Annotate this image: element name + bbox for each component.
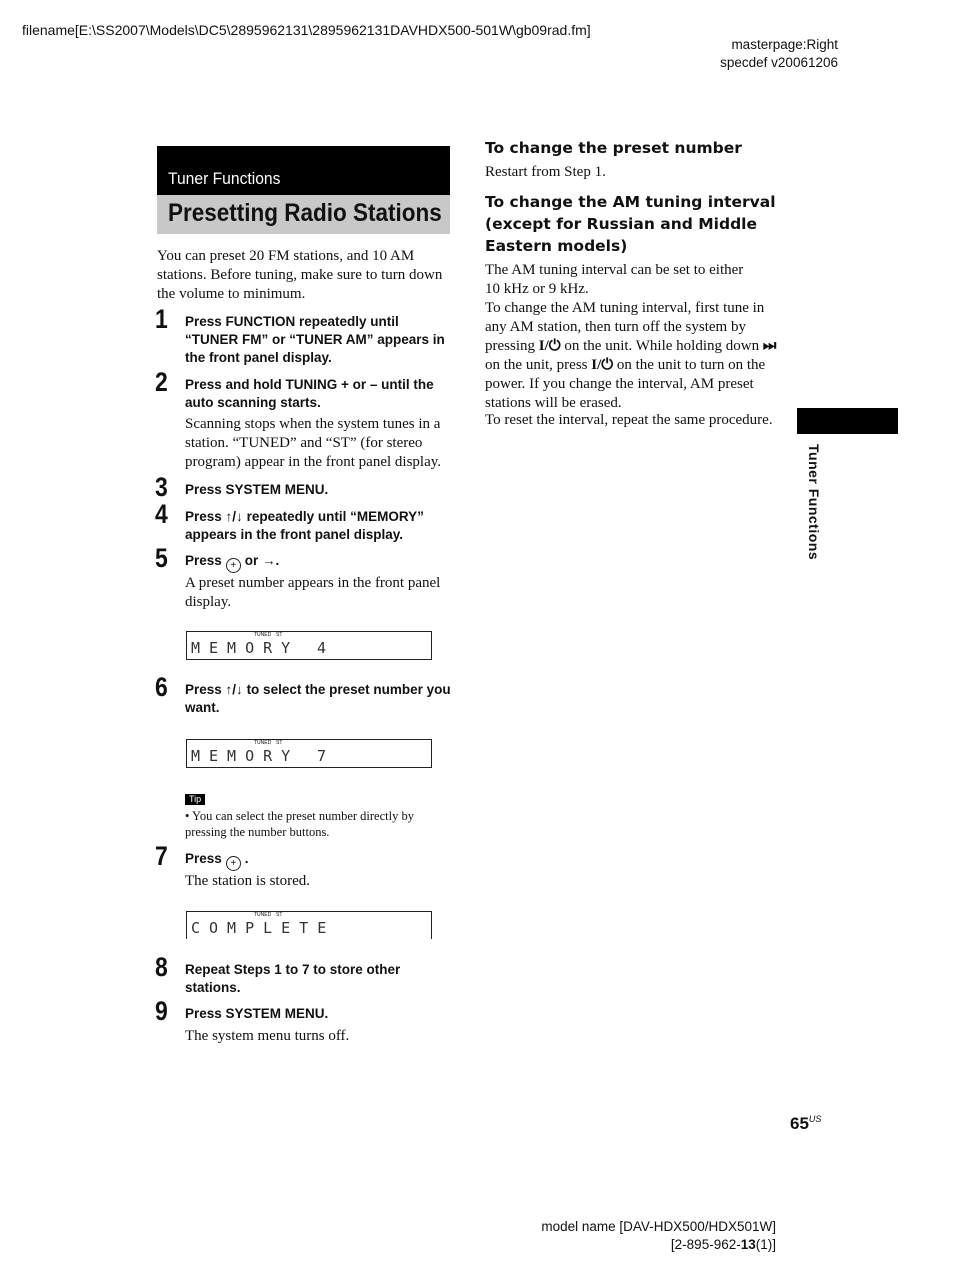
paragraph: To change the AM tuning interval, first tune in any AM station, then turn off the system by pressing I/⏻ on the unit. While holding down ⏭ on the unit, press I/⏻ on the unit to turn on the power. If you change the interval, AM preset stations will be erased. — [485, 300, 777, 411]
display-text: COMPLETE — [191, 919, 336, 937]
footer-model: model name [DAV-HDX500/HDX501W] — [541, 1219, 776, 1234]
front-panel-display — [186, 739, 432, 768]
power-icon: I/⏻ — [538, 338, 561, 354]
step-text: Repeat Steps 1 to 7 to store other stations. — [185, 962, 401, 995]
next-track-icon: ⏭ — [762, 338, 777, 354]
tuned-indicator: TUNED — [254, 740, 272, 746]
step-text: Press + . — [185, 851, 249, 869]
tuned-indicator: TUNED — [254, 632, 272, 638]
step-number: 1 — [155, 304, 168, 334]
front-panel-display — [186, 911, 432, 939]
step-description: The system menu turns off. — [185, 1028, 350, 1044]
subheading-preset-number: To change the preset number — [485, 139, 742, 157]
tuned-indicator: TUNED — [254, 912, 272, 918]
step-number: 2 — [155, 367, 168, 397]
step-description: A preset number appears in the front panel display. — [185, 575, 441, 610]
header-masterpage: masterpage:Right — [731, 37, 838, 52]
display-value: 7 — [317, 747, 336, 765]
step-text: Press SYSTEM MENU. — [185, 1006, 329, 1021]
step-text: Press ↑/↓ to select the preset number you want. — [185, 682, 451, 715]
step-text: Press FUNCTION repeatedly until “TUNER FM” or “TUNER AM” appears in the front panel display. — [185, 314, 445, 365]
step-number: 9 — [155, 996, 168, 1026]
st-indicator: ST — [276, 740, 283, 746]
paragraph: The AM tuning interval can be set to either 10 kHz or 9 kHz. — [485, 262, 744, 297]
step-text: Press and hold TUNING + or – until the auto scanning starts. — [185, 377, 434, 410]
step-number: 8 — [155, 952, 168, 982]
footer — [470, 1218, 776, 1254]
paragraph: Restart from Step 1. — [485, 164, 606, 180]
side-tab-label: Tuner Functions — [806, 444, 822, 561]
header-filename: filename[E:\SS2007\Models\DC5\2895962131\2895962131DAVHDX500-501W\gb09rad.fm] — [22, 22, 591, 38]
up-down-arrows-icon: ↑/↓ — [225, 682, 243, 697]
subheading-am-interval: To change the AM tuning interval (except for Russian and Middle Eastern models) — [485, 193, 776, 255]
step-number: 6 — [155, 672, 168, 702]
up-down-arrows-icon: ↑/↓ — [225, 509, 243, 524]
side-tab-marker — [797, 408, 898, 434]
paragraph: To reset the interval, repeat the same procedure. — [485, 412, 773, 428]
enter-button-icon: + — [226, 558, 241, 573]
footer-code: [2-895-962-13(1)] — [670, 1237, 776, 1252]
step-text: Press + or →. — [185, 553, 280, 571]
page-number: $65^{US}$ — [790, 1114, 822, 1133]
display-text: MEMORY — [191, 747, 300, 765]
tip-badge: Tip — [185, 794, 205, 805]
display-text: MEMORY — [191, 639, 300, 657]
intro-text: You can preset 20 FM stations, and 10 AM stations. Before tuning, make sure to turn down the volume to minimum. — [157, 248, 443, 302]
power-icon: I/⏻ — [591, 357, 614, 373]
st-indicator: ST — [276, 632, 283, 638]
header-right — [600, 36, 838, 72]
step-text: Press SYSTEM MENU. — [185, 482, 329, 497]
step-number: 7 — [155, 841, 168, 871]
tip-text: • You can select the preset number directly by pressing the number buttons. — [185, 809, 414, 839]
page-title: Presetting Radio Stations — [168, 199, 442, 227]
enter-button-icon: + — [226, 856, 241, 871]
step-number: 5 — [155, 543, 168, 573]
step-number: 3 — [155, 472, 168, 502]
step-description: The station is stored. — [185, 873, 310, 889]
step-description: Scanning stops when the system tunes in a station. “TUNED” and “ST” (for stereo program) appear in the front panel display. — [185, 416, 442, 470]
step-number: 4 — [155, 499, 168, 529]
step-text: Press ↑/↓ repeatedly until “MEMORY” appears in the front panel display. — [185, 509, 424, 542]
st-indicator: ST — [276, 912, 283, 918]
header-specdef: specdef v20061206 — [720, 55, 838, 70]
front-panel-display — [186, 631, 432, 660]
section-label: Tuner Functions — [168, 169, 281, 188]
display-value: 4 — [317, 639, 336, 657]
